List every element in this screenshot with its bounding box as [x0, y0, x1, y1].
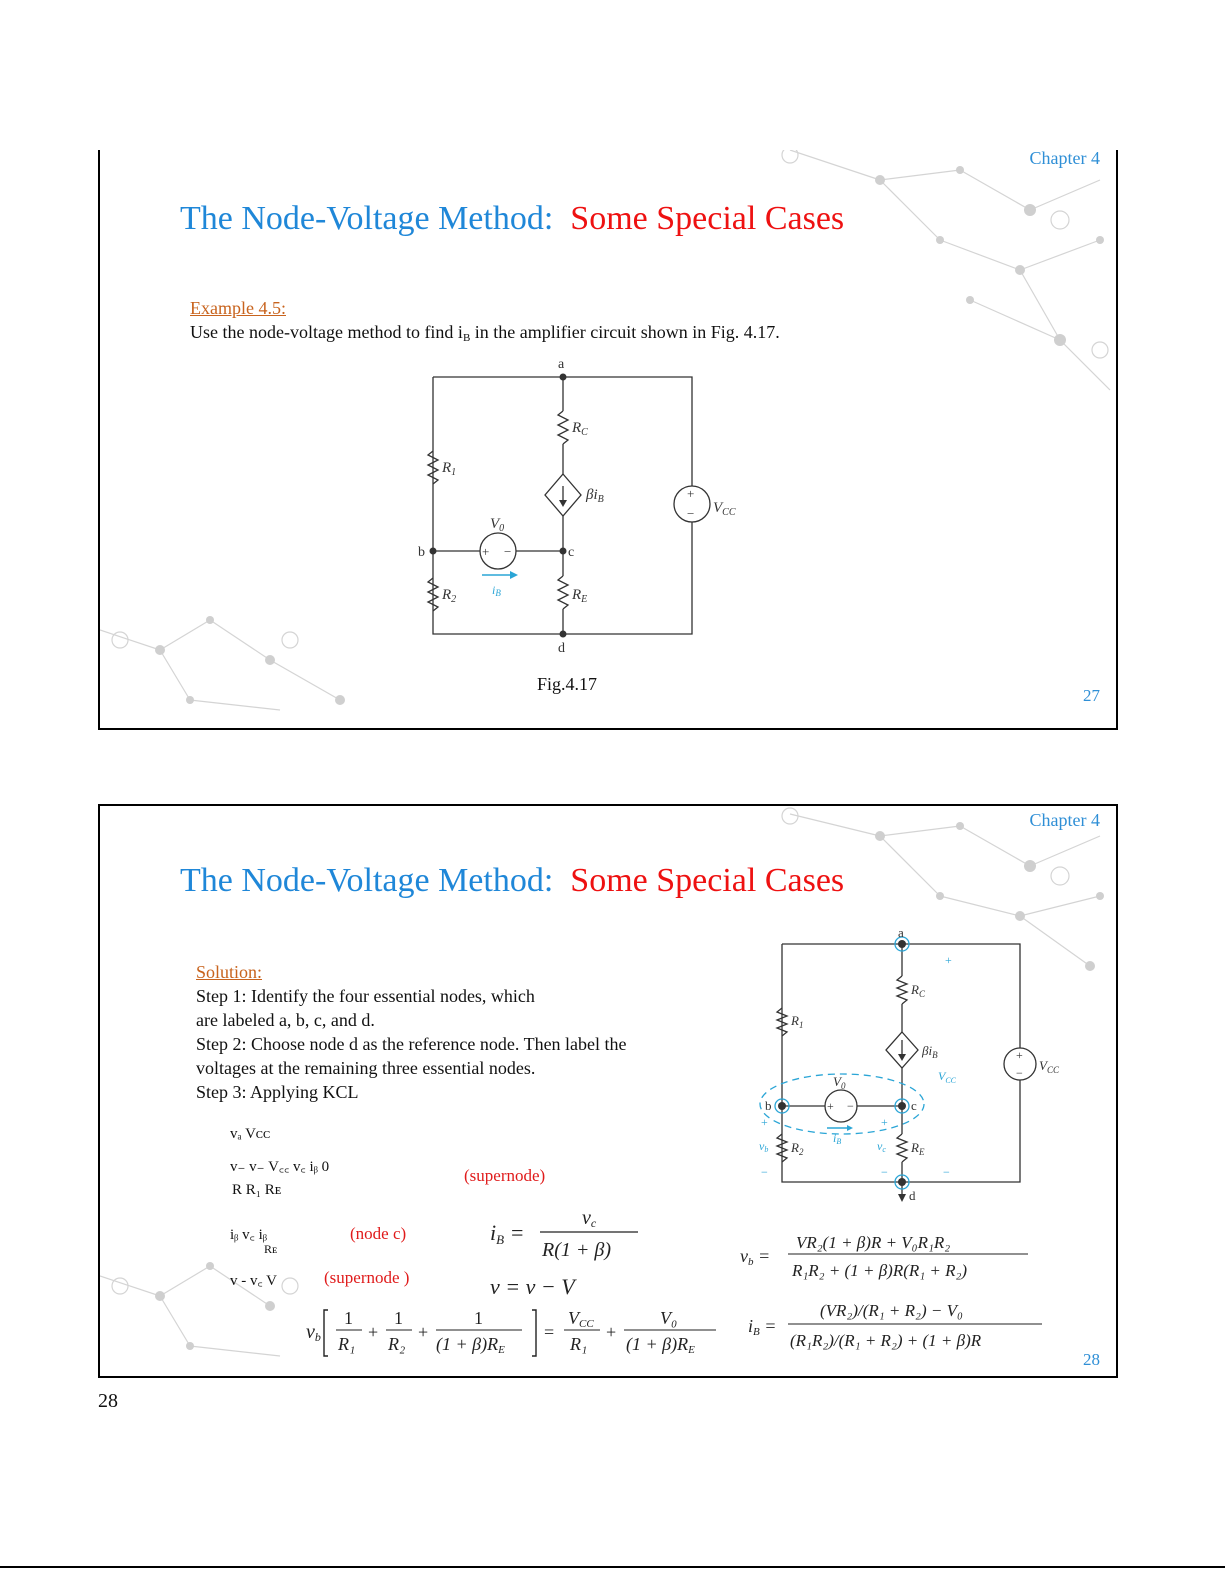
vcc-blue-label: V [938, 1069, 946, 1083]
vc-label: v [877, 1139, 883, 1153]
svg-text:iB [492, 583, 501, 598]
title-blue-part: The Node-Voltage Method: [180, 862, 554, 899]
vb-solution-numerator: VR₂(1 + β)R + V₀R₁R₂ [796, 1233, 951, 1252]
svg-text:R2 [441, 587, 456, 605]
svg-text:βiB [921, 1043, 938, 1060]
r2-sub: 2 [798, 1147, 804, 1157]
equation-vc [480, 1266, 660, 1306]
supernode-note: (supernode) [464, 1166, 546, 1185]
svg-text:RE [571, 587, 587, 605]
vc-sub: c [882, 1145, 886, 1154]
svg-text:vc [877, 1139, 886, 1154]
vb-term3-den: (1 + β)R [436, 1334, 499, 1354]
v0-sub: 0 [840, 1081, 846, 1091]
svg-text:RC [571, 420, 588, 438]
slide-page-number: 28 [1083, 1350, 1100, 1369]
svg-text:(1 + β)RE: (1 + β)RE [626, 1334, 695, 1356]
svg-text:+: + [606, 1322, 617, 1342]
v0-plus: + [482, 544, 490, 559]
equation-node-c-denominator: Rᴇ [264, 1242, 278, 1256]
r2-label: R [791, 1140, 799, 1155]
svg-text:=: = [544, 1322, 555, 1342]
svg-text:+: + [368, 1322, 379, 1342]
equation-vb [306, 1302, 726, 1362]
equation-constraint: v - v꜀ V [230, 1273, 277, 1289]
svg-text:iB [833, 1131, 841, 1146]
slide-page-number: 27 [1083, 686, 1100, 705]
vcc-label: V [713, 500, 723, 516]
vb-term1-den: R₁ [338, 1334, 356, 1354]
ib-solution-denominator: (R₁R₂)/(R₁ + R₂) + (1 + β)R [790, 1331, 982, 1350]
vcc-blue-sub: CC [945, 1076, 957, 1085]
rc-sub: C [918, 989, 925, 999]
supernode-constraint-note: (supernode ) [324, 1268, 410, 1287]
vb-lhs: v [306, 1321, 315, 1343]
figure-caption: Fig.4.17 [537, 674, 598, 694]
svg-text:+: + [418, 1322, 429, 1342]
svg-text:vb =: vb = [740, 1246, 771, 1268]
node-d-label: d [558, 641, 565, 656]
equation-node-c: iᵦ v꜀ iᵦ [230, 1227, 267, 1243]
vcc-sub: CC [1046, 1065, 1059, 1075]
dependent-source-label: βi [922, 1043, 933, 1058]
vb-term2-den: R₂ [388, 1334, 406, 1354]
slide-title [180, 200, 844, 238]
vc-minus: − [881, 1165, 888, 1179]
vb-plus: + [761, 1115, 768, 1129]
r1-sub: 1 [798, 1020, 804, 1030]
vb-rhs2-den: (1 + β)R [626, 1334, 689, 1354]
node-a-label: a [898, 928, 904, 940]
vcc-blue-minus: − [943, 1165, 950, 1179]
vb-sub: b [764, 1145, 769, 1154]
ib-denominator: R(1 + β) [542, 1239, 611, 1261]
v0-label: V [490, 516, 500, 532]
re-sub: E [581, 594, 588, 605]
node-c-label: c [568, 545, 575, 560]
svg-text:V0 [490, 516, 504, 534]
task-subscript: B [462, 332, 471, 344]
r2-label: R [442, 587, 452, 603]
node-b-label: b [418, 545, 425, 560]
svg-text:VCC [713, 500, 736, 518]
ib-sub: B [495, 588, 501, 598]
node-c-label: c [911, 1098, 917, 1113]
vcc-blue-plus: + [945, 953, 952, 967]
v0-minus: − [847, 1099, 854, 1113]
resistor-rc-symbol [558, 411, 568, 444]
svg-text:VCC [1039, 1058, 1060, 1075]
svg-text:RE [910, 1140, 925, 1157]
vb-term3-num: 1 [474, 1308, 483, 1328]
v0-minus: − [504, 544, 512, 559]
example-label: Example 4.5: [190, 298, 286, 318]
vb-rhs1-den: R₁ [570, 1334, 588, 1354]
dependent-source-sub: B [597, 494, 604, 505]
re-label: R [572, 587, 582, 603]
svg-text:R1 [441, 460, 456, 478]
vcc-minus: − [687, 506, 695, 521]
svg-text:iB =: iB = [748, 1316, 777, 1338]
v0-label: V [833, 1074, 841, 1089]
step-2-line-1: Step 2: Choose node d as the reference node. Then label the [196, 1034, 627, 1054]
slide-27 [98, 150, 1118, 730]
svg-text:βiB [585, 487, 604, 505]
vcc-sub: CC [722, 507, 736, 518]
dependent-source-sub: B [932, 1050, 938, 1060]
title-red-part: Some Special Cases [570, 862, 845, 899]
svg-text:RC [910, 982, 926, 999]
vcc-plus: + [1016, 1048, 1023, 1062]
step-3: Step 3: Applying KCL [196, 1082, 359, 1102]
ib-label: i [492, 583, 496, 597]
rc-label: R [572, 420, 582, 436]
node-c-note: (node c) [350, 1224, 407, 1243]
r1-label: R [791, 1013, 799, 1028]
ib-label: i [833, 1131, 837, 1145]
rc-sub: C [581, 427, 588, 438]
node-a-label: a [558, 357, 565, 372]
vb-rhs1-num: V [568, 1308, 579, 1328]
svg-text:vb [759, 1139, 768, 1154]
vcc-plus: + [687, 486, 695, 501]
r1-label: R [442, 460, 452, 476]
re-sub: E [918, 1147, 925, 1157]
task-text-end: in the amplifier circuit shown in Fig. 4.17. [470, 322, 780, 342]
v0-plus: + [827, 1099, 834, 1113]
page-bottom-rule [0, 1566, 1225, 1568]
ib-solution-lhs: i [748, 1316, 754, 1336]
chapter-label: Chapter 4 [1029, 150, 1100, 168]
resistor-rc-symbol [897, 976, 907, 1004]
svg-text:V0 [833, 1074, 846, 1091]
title-blue-part: The Node-Voltage Method: [180, 200, 554, 237]
equation-vb-solution [740, 1226, 1040, 1288]
node-b-label: b [765, 1098, 772, 1113]
vb-rhs2-num: V₀ [660, 1308, 678, 1328]
v0-sub: 0 [499, 523, 505, 534]
re-label: R [911, 1140, 919, 1155]
svg-text:VCC: VCC [568, 1308, 594, 1330]
node-d-label: d [909, 1188, 916, 1203]
ib-solution-numerator: (VR₂)/(R₁ + R₂) − V₀ [820, 1301, 963, 1320]
vb-solution-denominator: R₁R₂ + (1 + β)R(R₁ + R₂) [792, 1261, 968, 1280]
svg-text:R1 [790, 1013, 803, 1030]
vcc-label: V [1039, 1058, 1047, 1073]
ib-lhs: i [490, 1220, 497, 1245]
svg-text:VCC [938, 1069, 957, 1085]
slide-28 [98, 804, 1118, 1378]
step-1-line-1: Step 1: Identify the four essential nodes, which [196, 986, 535, 1006]
r1-sub: 1 [451, 467, 457, 478]
svg-text:R2 [790, 1140, 804, 1157]
ib-sub: B [836, 1137, 842, 1146]
equation-supernode: v₋ v₋ V꜀꜀ v꜀ iᵦ 0 [230, 1159, 330, 1175]
slide-title [180, 862, 844, 900]
example-task [190, 322, 780, 344]
document-page-number: 28 [98, 1390, 118, 1412]
equation-supernode-denominators: R R₁ Rᴇ [232, 1182, 282, 1198]
vc-plus: + [881, 1115, 888, 1129]
svg-text:vb: vb [306, 1321, 321, 1344]
vb-term1-num: 1 [344, 1308, 353, 1328]
svg-text:(1 + β)RE: (1 + β)RE [436, 1334, 505, 1356]
ib-numerator: v [582, 1207, 591, 1229]
vcc-minus: − [1016, 1066, 1023, 1080]
vb-minus: − [761, 1165, 768, 1179]
svg-text:vc: vc [582, 1207, 597, 1230]
svg-text:iB =: iB = [490, 1220, 525, 1247]
equation-ib-solution [740, 1296, 1050, 1358]
equation-ib [480, 1206, 660, 1266]
chapter-label: Chapter 4 [1029, 810, 1100, 830]
solution-label: Solution: [196, 962, 263, 982]
vc-equation-text: v = v − V [490, 1274, 575, 1299]
rc-label: R [911, 982, 919, 997]
r2-sub: 2 [451, 594, 457, 605]
circuit-diagram-labeled [755, 928, 1085, 1218]
resistor-re-symbol [558, 576, 568, 609]
vb-solution-lhs: v [740, 1246, 748, 1266]
circuit-diagram [400, 356, 780, 656]
step-2-line-2: voltages at the remaining three essential nodes. [196, 1058, 536, 1078]
step-1-line-2: are labeled a, b, c, and d. [196, 1010, 375, 1030]
vb-label: v [759, 1139, 765, 1153]
dependent-source-label: βi [586, 487, 598, 503]
task-text: Use the node-voltage method to find i [190, 322, 463, 342]
title-red-part: Some Special Cases [570, 200, 845, 237]
vb-term2-num: 1 [394, 1308, 403, 1328]
resistor-re-symbol [897, 1134, 907, 1162]
equation-va: vₐ Vᴄᴄ [230, 1126, 271, 1142]
